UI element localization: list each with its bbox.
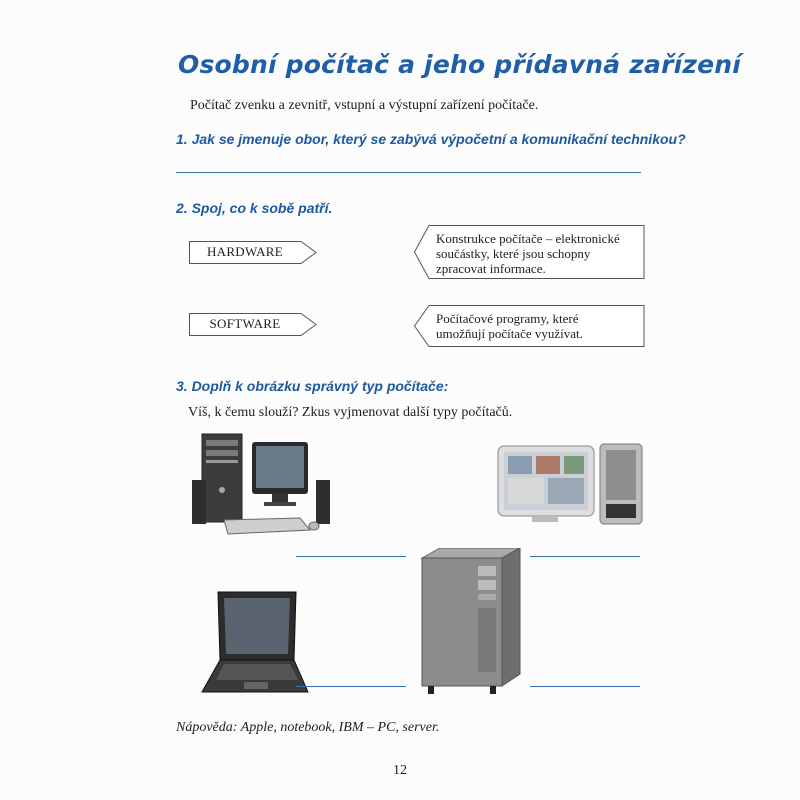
question-1: 1. Jak se jmenuje obor, který se zabývá výpočetní a komunikační technikou? [176,131,686,147]
answer-line-notebook[interactable] [296,686,406,687]
answer-line-desktop[interactable] [296,556,406,557]
page-title: Osobní počítač a jeho přídavná zařízení [178,50,742,79]
term-hardware-label: HARDWARE [206,244,284,259]
question-3-subtext: Víš, k čemu slouží? Zkus vyjmenovat další typy počítačů. [188,405,513,420]
answer-line-apple[interactable] [530,556,640,557]
intro-text: Počítač zvenku a zevnitř, vstupní a výstupní zařízení počítače. [190,98,539,113]
term-software-label: SOFTWARE [209,316,281,331]
definition-software-text: Počítačové programy, které umožňují počítače využívat. [436,311,583,341]
definition-hardware-text: Konstrukce počítače – elektronické součástky, které jsou schopny zpracovat informace. [436,231,620,276]
server-image [418,548,522,696]
page-number: 12 [393,763,407,778]
definition-software[interactable] [414,305,644,347]
question-3: 3. Doplň k obrázku správný typ počítače: [176,378,449,394]
apple-computer-image [496,442,646,526]
answer-line-server[interactable] [530,686,640,687]
term-hardware[interactable] [189,241,317,265]
desktop-pc-image [188,430,338,540]
notebook-image [200,588,310,698]
question-2: 2. Spoj, co k sobě patří. [176,200,333,216]
term-software[interactable] [189,313,317,337]
hint-text: Nápověda: Apple, notebook, IBM – PC, server. [176,720,440,735]
answer-line-1[interactable] [176,172,641,173]
definition-hardware[interactable] [414,225,644,279]
